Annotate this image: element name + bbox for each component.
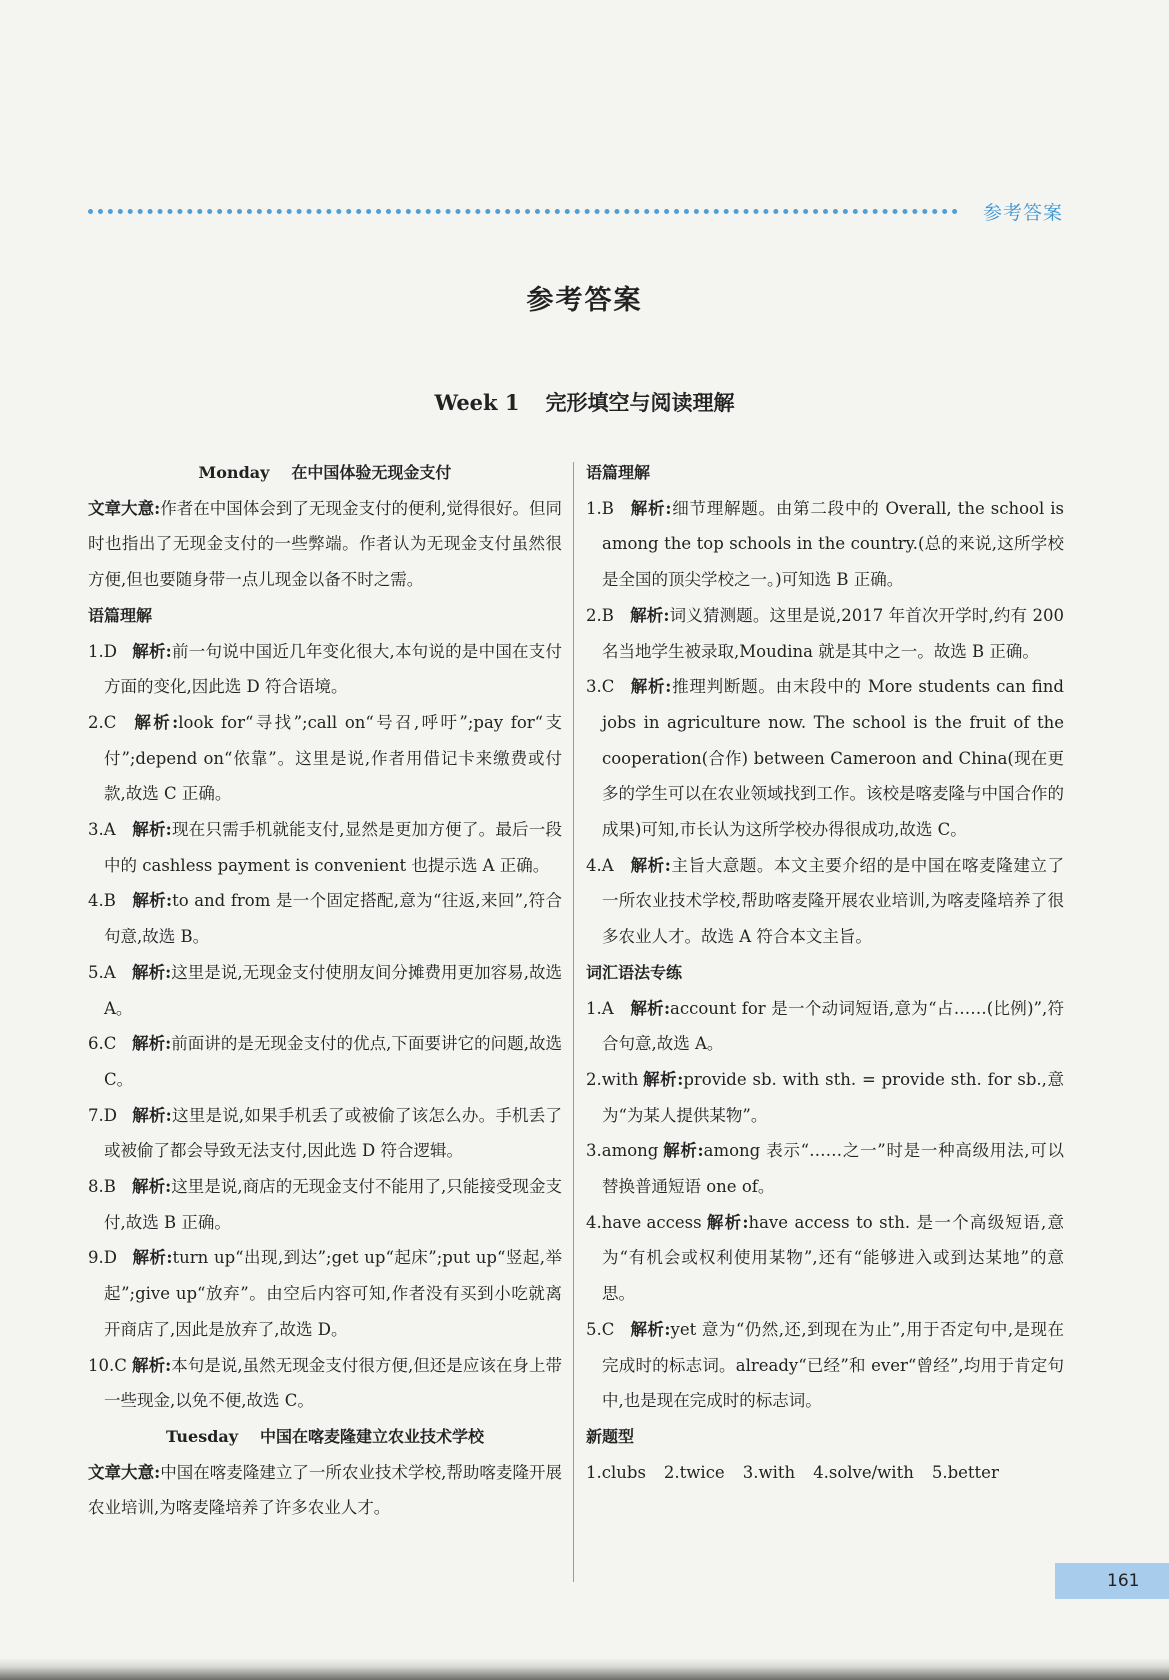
analysis-label: 解析: [630, 605, 670, 625]
summary-label: 文章大意: [88, 498, 161, 518]
tuesday-day: Tuesday [165, 1426, 239, 1446]
analysis-text: account for 是一个动词短语,意为“占……(比例)”,符合句意,故选 A。 [602, 998, 1065, 1054]
header-dotted-rule [88, 209, 958, 214]
new-answer: 3.with [742, 1462, 796, 1482]
analysis-label: 解析: [132, 712, 179, 732]
answer-number: 5.A [88, 962, 116, 982]
analysis-text: 这里是说,商店的无现金支付不能用了,只能接受现金支付,故选 B 正确。 [104, 1177, 563, 1232]
answer-item [586, 1205, 1064, 1312]
answer-number: 3.C [586, 677, 615, 697]
answer-number: 4.B [88, 891, 116, 911]
answer-number: 2.B [586, 605, 614, 625]
answer-item [586, 598, 1064, 669]
analysis-label: 解析: [630, 998, 671, 1018]
analysis-text: yet 意为“仍然,还,到现在为止”,用于否定句中,是现在完成时的标志词。already“已经”和 ever“曾经”,均用于肯定句中,也是现在完成时的标志词。 [602, 1319, 1065, 1411]
monday-heading [88, 455, 562, 491]
summary-label: 文章大意: [88, 1462, 161, 1482]
answer-number: 7.D [88, 1105, 117, 1125]
new-answer: 2.twice [663, 1462, 725, 1482]
column-divider [573, 462, 574, 1582]
summary-text: 作者在中国体会到了无现金支付的便利,觉得很好。但同时也指出了无现金支付的一些弊端。作者认为无现金支付虽然很方便,但也要随身带一点儿现金以备不时之需。 [88, 498, 562, 590]
analysis-text: provide sb. with sth. = provide sth. for sb.,意为“为某人提供某物”。 [602, 1069, 1064, 1125]
left-column [88, 455, 562, 1526]
tuesday-heading [88, 1419, 562, 1455]
analysis-label: 解析: [642, 1069, 684, 1089]
answer-item [586, 1312, 1064, 1419]
answer-number: 2.with [586, 1069, 639, 1089]
answer-item [88, 705, 562, 812]
new-question-answers [586, 1455, 1064, 1491]
analysis-label: 解析: [132, 962, 172, 982]
analysis-label: 解析: [132, 1177, 172, 1197]
week-label: Week 1 [434, 390, 520, 415]
analysis-text: 细节理解题。由第二段中的 Overall, the school is among the top schools in the country.(总的来说,这所学校是全国的顶尖学校之一。)可知选 B 正确。 [602, 498, 1064, 590]
header-tag: 参考答案 [983, 202, 1064, 224]
page-title: 参考答案 [526, 285, 643, 316]
answer-item [88, 883, 562, 954]
section-heading: 词汇语法专练 [586, 962, 683, 982]
analysis-label: 解析: [705, 1212, 749, 1232]
right-column [586, 455, 1064, 1490]
answer-number: 3.among [586, 1141, 659, 1161]
analysis-label: 解析: [132, 641, 172, 661]
analysis-label: 解析: [132, 820, 172, 840]
analysis-text: among 表示“……之一”时是一种高级用法,可以替换普通短语 one of。 [602, 1141, 1064, 1197]
answer-item [586, 491, 1064, 598]
analysis-text: 推理判断题。由末段中的 More students can find jobs in agriculture now. The school is the fruit of the cooperation(合作) between Cameroon and China(现在更多的学生可以在农业领域找到工作。该校是喀麦隆与中国合作的成果)可知,市长认为这所学校办得很成功,故选 C。 [602, 677, 1064, 840]
tuesday-summary [88, 1455, 562, 1526]
monday-day: Monday [198, 463, 270, 482]
week-title [0, 387, 1169, 417]
answer-number: 4.A [586, 855, 614, 875]
answer-item [88, 812, 562, 883]
answer-item [586, 848, 1064, 955]
analysis-label: 解析: [132, 1105, 172, 1125]
answer-item [88, 1169, 562, 1240]
analysis-text: 这里是说,无现金支付使朋友间分摊费用更加容易,故选 A。 [104, 962, 563, 1018]
page-number: 161 [1055, 1563, 1169, 1599]
answer-item [88, 1026, 562, 1097]
answer-item [88, 1240, 562, 1347]
answer-number: 6.C [88, 1034, 117, 1054]
analysis-text: 这里是说,如果手机丢了或被偷了该怎么办。手机丢了或被偷了都会导致无法支付,因此选 D 符合逻辑。 [104, 1105, 562, 1161]
section-heading: 新题型 [586, 1426, 635, 1446]
analysis-text: 前面讲的是无现金支付的优点,下面要讲它的问题,故选 C。 [104, 1034, 563, 1089]
analysis-text: have access to sth. 是一个高级短语,意为“有机会或权利使用某物”,还有“能够进入或到达某地”的意思。 [602, 1212, 1065, 1304]
analysis-text: 现在只需手机就能支付,显然是更加方便了。最后一段中的 cashless payment is convenient 也提示选 A 正确。 [104, 820, 562, 875]
analysis-label: 解析: [132, 1355, 172, 1375]
analysis-label: 解析: [630, 498, 672, 518]
answer-item [586, 669, 1064, 848]
analysis-label: 解析: [662, 1141, 704, 1161]
section-heading: 语篇理解 [88, 605, 153, 625]
analysis-text: to and from 是一个固定搭配,意为“往返,来回”,符合句意,故选 B。 [104, 891, 562, 947]
section-heading: 语篇理解 [586, 463, 651, 482]
answer-number: 2.C [88, 712, 117, 732]
page-bottom-edge [0, 1658, 1169, 1680]
analysis-text: look for“寻找”;call on“号召,呼吁”;pay for“支付”;depend on“依靠”。这里是说,作者用借记卡来缴费或付款,故选 C 正确。 [104, 712, 563, 804]
answer-number: 3.A [88, 820, 116, 840]
answer-item [586, 1062, 1064, 1133]
analysis-label: 解析: [132, 891, 173, 911]
monday-title: 在中国体验无现金支付 [291, 463, 452, 482]
analysis-text: 词义猜测题。这里是说,2017 年首次开学时,约有 200 名当地学生被录取,Moudina 就是其中之一。故选 B 正确。 [602, 605, 1065, 661]
analysis-label: 解析: [132, 1034, 172, 1054]
answer-item [88, 1348, 562, 1419]
answer-item [88, 634, 562, 705]
analysis-text: 前一句说中国近几年变化很大,本句说的是中国在支付方面的变化,因此选 D 符合语境。 [104, 641, 562, 697]
analysis-label: 解析: [132, 1248, 173, 1268]
answer-number: 1.A [586, 998, 614, 1018]
analysis-text: turn up“出现,到达”;get up“起床”;put up“竖起,举起”;give up“放弃”。由空后内容可知,作者没有买到小吃就离开商店了,因此是放弃了,故选 D。 [104, 1248, 563, 1339]
new-answer: 5.better [931, 1462, 999, 1482]
analysis-text: 主旨大意题。本文主要介绍的是中国在喀麦隆建立了一所农业技术学校,帮助喀麦隆开展农业培训,为喀麦隆培养了很多农业人才。故选 A 符合本文主旨。 [602, 855, 1065, 947]
analysis-label: 解析: [630, 855, 671, 875]
monday-summary [88, 491, 562, 598]
answer-number: 1.B [586, 498, 614, 518]
answer-item [88, 1098, 562, 1169]
answer-number: 5.C [586, 1319, 615, 1339]
summary-text: 中国在喀麦隆建立了一所农业技术学校,帮助喀麦隆开展农业培训,为喀麦隆培养了许多农业人才。 [88, 1462, 562, 1518]
answer-item [586, 991, 1064, 1062]
new-answer: 4.solve/with [813, 1462, 914, 1482]
new-answer: 1.clubs [586, 1462, 646, 1482]
analysis-text: 本句是说,虽然无现金支付很方便,但还是应该在身上带一些现金,以免不便,故选 C。 [104, 1355, 563, 1411]
answer-number: 4.have access [586, 1212, 702, 1232]
answer-number: 1.D [88, 641, 117, 661]
analysis-label: 解析: [630, 1319, 671, 1339]
analysis-label: 解析: [630, 677, 672, 697]
tuesday-title: 中国在喀麦隆建立农业技术学校 [260, 1426, 485, 1446]
week-heading: 完形填空与阅读理解 [545, 390, 735, 415]
answer-number: 8.B [88, 1177, 116, 1197]
answer-number: 9.D [88, 1248, 117, 1268]
answer-item [586, 1133, 1064, 1204]
answer-number: 10.C [88, 1355, 127, 1375]
answer-item [88, 955, 562, 1026]
